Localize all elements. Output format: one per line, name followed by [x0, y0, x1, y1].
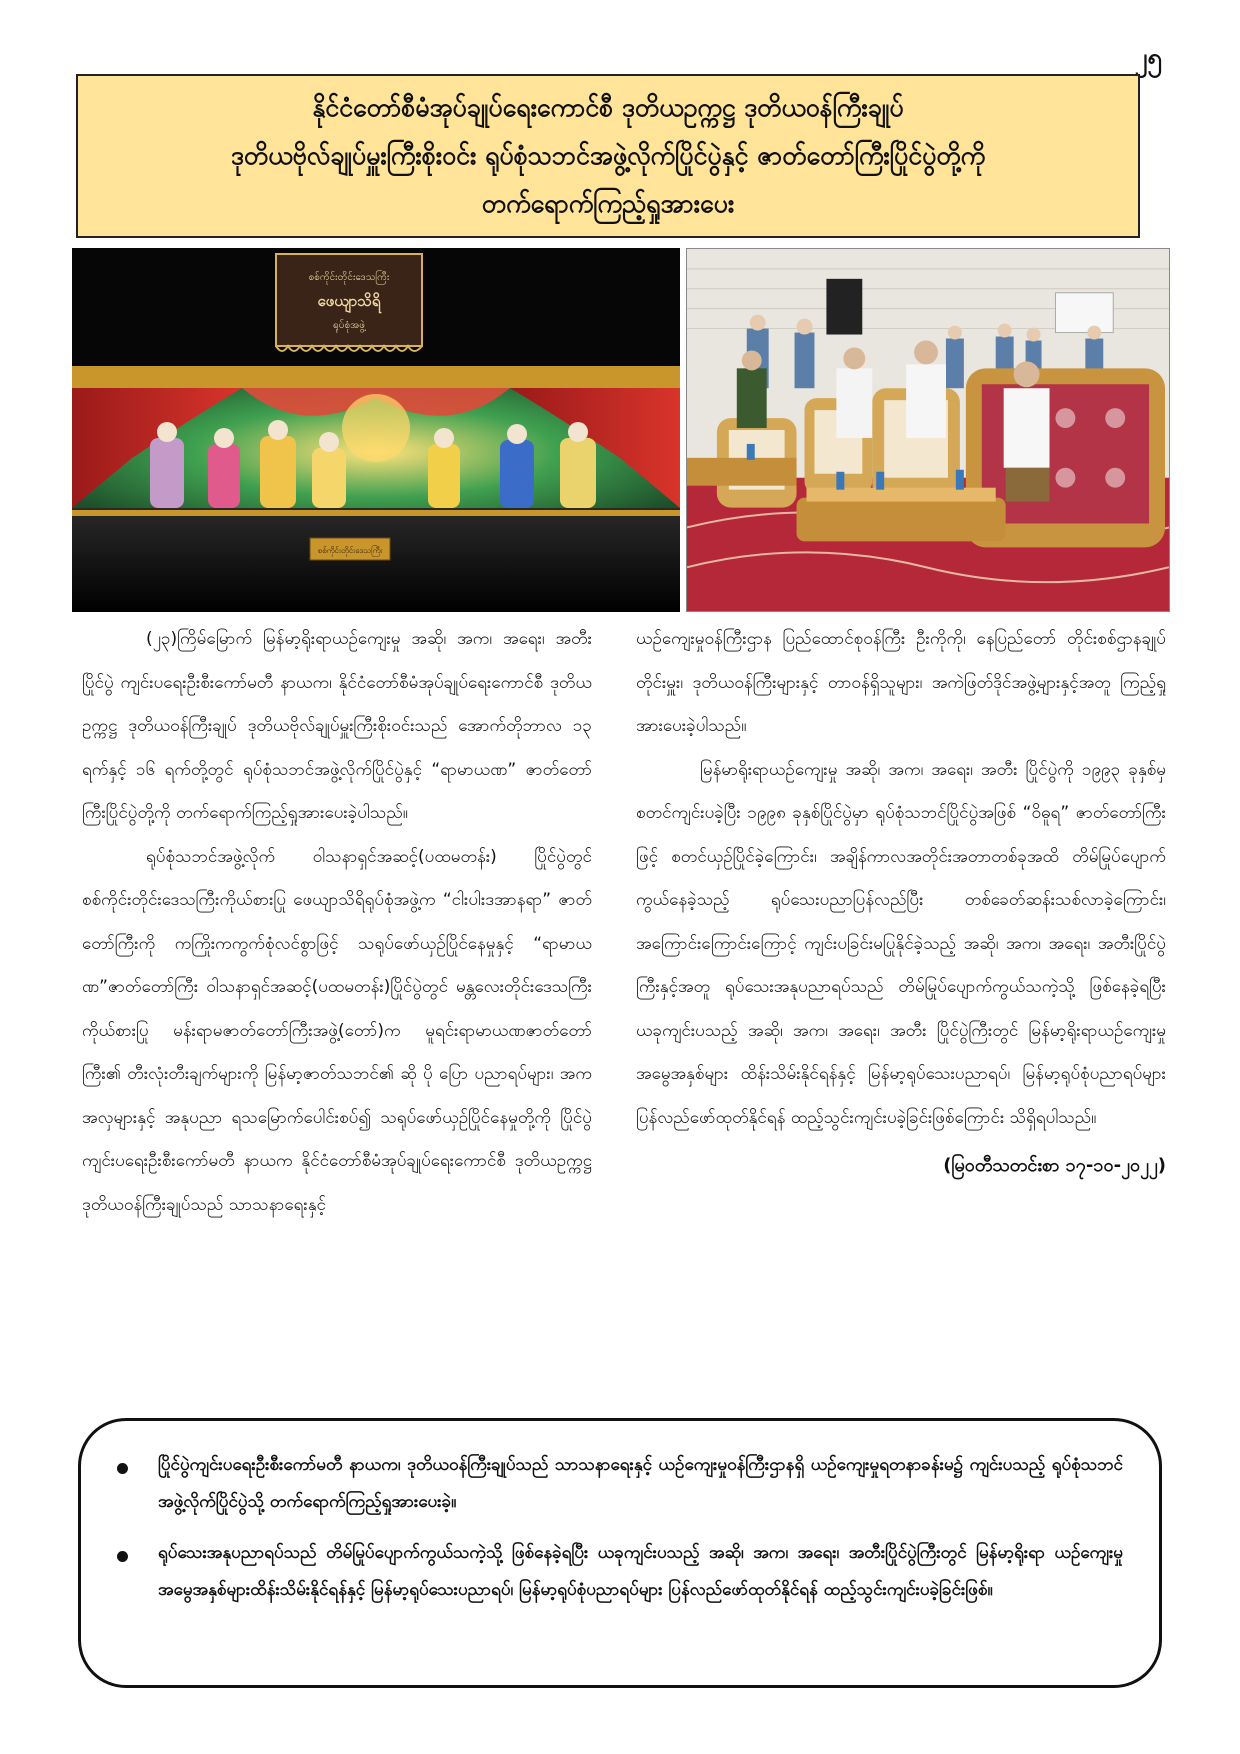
- bullet-icon: [117, 1551, 128, 1562]
- page-number: ၂၅: [1134, 43, 1162, 73]
- officials-audience-image: [687, 249, 1169, 611]
- article-paragraph-4: မြန်မာရိုးရာယဉ်ကျေးမှု အဆို၊ အက၊ အရေး၊ အတီး ပြိုင်ပွဲကို ၁၉၉၃ ခုနှစ်မှ စတင်ကျင်းပခဲ့ပြီး ၁၉၉၈ ခုနှစ်ပြိုင်ပွဲမှာ ရုပ်စုံသဘင်ပြိုင်ပွဲအဖြစ် “ဝိဓူရ” ဇာတ်တော်ကြီးဖြင့် စတင်ယှဉ်ပြိုင်ခဲ့ကြောင်း၊ အချိန်ကာလအတိုင်းအတာတစ်ခုအထိ တိမ်မြုပ်ပျောက်ကွယ်နေခဲ့သည့် ရုပ်သေးပညာပြန်လည်ပြီး တစ်ခေတ်ဆန်းသစ်လာခဲ့ကြောင်း၊ အကြောင်းကြောင်းကြောင့် ကျင်းပခြင်းမပြုနိုင်ခဲ့သည့် အဆို၊ အက၊ အရေး၊ အတီးပြိုင်ပွဲကြီးနှင့်အတူ ရုပ်သေးအနုပညာရပ်သည် တိမ်မြုပ်ပျောက်ကွယ်သကဲ့သို့ ဖြစ်နေခဲ့ရပြီး ယခုကျင်းပသည့် အဆို၊ အက၊ အရေး၊ အတီး ပြိုင်ပွဲကြီးတွင် မြန်မာ့ရိုးရာယဉ်ကျေးမှုအမွေအနှစ်များ ထိန်းသိမ်းနိုင်ရန်နှင့် မြန်မာ့ရုပ်သေးပညာရပ်၊ မြန်မာ့ရုပ်စုံပညာရပ်များ ပြန်လည်ဖော်ထုတ်နိုင်ရန် ထည့်သွင်းကျင်းပခဲ့ခြင်းဖြစ်ကြောင်း သိရှိရပါသည်။: [636, 759, 1166, 1128]
- puppet-show-photo: [72, 248, 680, 612]
- officials-photo: [686, 248, 1170, 612]
- article-right-column: [636, 618, 1166, 1188]
- banner-text-3: ရုပ်စုံအဖွဲ့: [333, 320, 365, 331]
- banner-text-2: ဖေယျာသိရိ: [317, 292, 381, 310]
- article-paragraph-3: ယဉ်ကျေးမှုဝန်ကြီးဌာန ပြည်ထောင်စုဝန်ကြီး ဦးကိုကို၊ နေပြည်တော် တိုင်းစစ်ဌာနချုပ်တိုင်းမှူး၊ ဒုတိယဝန်ကြီးများနှင့် တာဝန်ရှိသူများ၊ အကဲဖြတ်ဒိုင်အဖွဲ့များနှင့်အတူ ကြည့်ရှုအားပေးခဲ့ပါသည်။: [636, 629, 1166, 736]
- bullet-icon: [117, 1463, 128, 1474]
- banner-text-1: စစ်ကိုင်းတိုင်းဒေသကြီး: [308, 272, 390, 283]
- summary-bullet: [117, 1535, 1123, 1609]
- article-source: (မြဝတီသတင်းစာ ၁၇-၁၀-၂၀၂၂): [943, 1155, 1166, 1176]
- article-paragraph-1: (၂၃)ကြိမ်မြောက် မြန်မာ့ရိုးရာယဉ်ကျေးမှု အဆို၊ အက၊ အရေး၊ အတီး ပြိုင်ပွဲ ကျင်းပရေးဦးစီးကော်မတီ နာယက၊ နိုင်ငံတော်စီမံအုပ်ချုပ်ရေးကောင်စီ ဒုတိယဥက္ကဋ္ဌ ဒုတိယဝန်ကြီးချုပ် ဒုတိယဗိုလ်ချုပ်မှူးကြီးစိုးဝင်းသည် အောက်တိုဘာလ ၁၃ ရက်နှင့် ၁၆ ရက်တို့တွင် ရုပ်စုံသဘင်အဖွဲ့လိုက်ပြိုင်ပွဲနှင့် “ရာမာယဏ” ဇာတ်တော်ကြီးပြိုင်ပွဲတို့ကို တက်ရောက်ကြည့်ရှုအားပေးခဲ့ပါသည်။: [82, 629, 592, 823]
- summary-bullet: [117, 1447, 1123, 1521]
- puppet-show-image: [72, 248, 680, 612]
- headline-line-1: နိုင်ငံတော်စီမံအုပ်ချုပ်ရေးကောင်စီ ဒုတိယဥက္ကဋ္ဌ ဒုတိယဝန်ကြီးချုပ်: [312, 93, 904, 122]
- article-left-column: [82, 618, 592, 1227]
- summary-box: [78, 1418, 1162, 1688]
- headline-line-3: တက်ရောက်ကြည့်ရှုအားပေး: [481, 189, 735, 218]
- summary-bullet-text: ရုပ်သေးအနုပညာရပ်သည် တိမ်မြုပ်ပျောက်ကွယ်သကဲ့သို့ ဖြစ်နေခဲ့ရပြီး ယခုကျင်းပသည့် အဆို၊ အက၊ အရေး၊ အတီးပြိုင်ပွဲကြီးတွင် မြန်မာ့ရိုးရာ ယဉ်ကျေးမှုအမွေအနှစ်များထိန်းသိမ်းနိုင်ရန်နှင့် မြန်မာ့ရုပ်သေးပညာရပ်၊ မြန်မာ့ရုပ်စုံပညာရပ်များ ပြန်လည်ဖော်ထုတ်နိုင်ရန် ထည့်သွင်းကျင်းပခဲ့ခြင်းဖြစ်။: [158, 1543, 1123, 1600]
- stage-sign-text: စစ်ကိုင်းတိုင်းဒေသကြီး: [317, 546, 383, 555]
- headline-box: [76, 74, 1140, 238]
- summary-bullet-text: ပြိုင်ပွဲကျင်းပရေးဦးစီးကော်မတီ နာယက၊ ဒုတိယဝန်ကြီးချုပ်သည် သာသနာရေးနှင့် ယဉ်ကျေးမှုဝန်ကြီးဌာနရှိ ယဉ်ကျေးမှုရတနာခန်းမ၌ ကျင်းပသည့် ရုပ်စုံသဘင်အဖွဲ့လိုက်ပြိုင်ပွဲသို့ တက်ရောက်ကြည့်ရှုအားပေးခဲ့။: [158, 1455, 1123, 1512]
- article-paragraph-2: ရုပ်စုံသဘင်အဖွဲ့လိုက် ဝါသနာရှင်အဆင့်(ပထမတန်း) ပြိုင်ပွဲတွင် စစ်ကိုင်းတိုင်းဒေသကြီးကိုယ်စားပြု ဖေယျာသိရိရုပ်စုံအဖွဲ့က “ငါးပါးဒအာနရာ” ဇာတ်တော်ကြီးကို ကကြိုးကကွက်စုံလင်စွာဖြင့် သရုပ်ဖော်ယှဉ်ပြိုင်နေမှုနှင့် “ရာမာယဏ”ဇာတ်တော်ကြီး ဝါသနာရှင်အဆင့်(ပထမတန်း)ပြိုင်ပွဲတွင် မန္တလေးတိုင်းဒေသကြီးကိုယ်စားပြု မန်းရာမဇာတ်တော်ကြီးအဖွဲ့(တော်)က မူရင်းရာမာယဏဇာတ်တော်ကြီး၏ တီးလုံးတီးချက်များကို မြန်မာ့ဇာတ်သဘင်၏ ဆို ပို ပြော ပညာရပ်များ၊ အကအလှများနှင့် အနုပညာ ရသမြောက်ပေါင်းစပ်၍ သရုပ်ဖော်ယှဉ်ပြိုင်နေမှုတို့ကို ပြိုင်ပွဲကျင်းပရေးဦးစီးကော်မတီ နာယက နိုင်ငံတော်စီမံအုပ်ချုပ်ရေးကောင်စီ ဒုတိယဥက္ကဋ္ဌ ဒုတိယဝန်ကြီးချုပ်သည် သာသနာရေးနှင့်: [82, 846, 592, 1215]
- headline-line-2: ဒုတိယဗိုလ်ချုပ်မှူးကြီးစိုးဝင်း ရုပ်စုံသဘင်အဖွဲ့လိုက်ပြိုင်ပွဲနှင့် ဇာတ်တော်ကြီးပြိုင်ပွဲတို့ကို: [230, 141, 986, 170]
